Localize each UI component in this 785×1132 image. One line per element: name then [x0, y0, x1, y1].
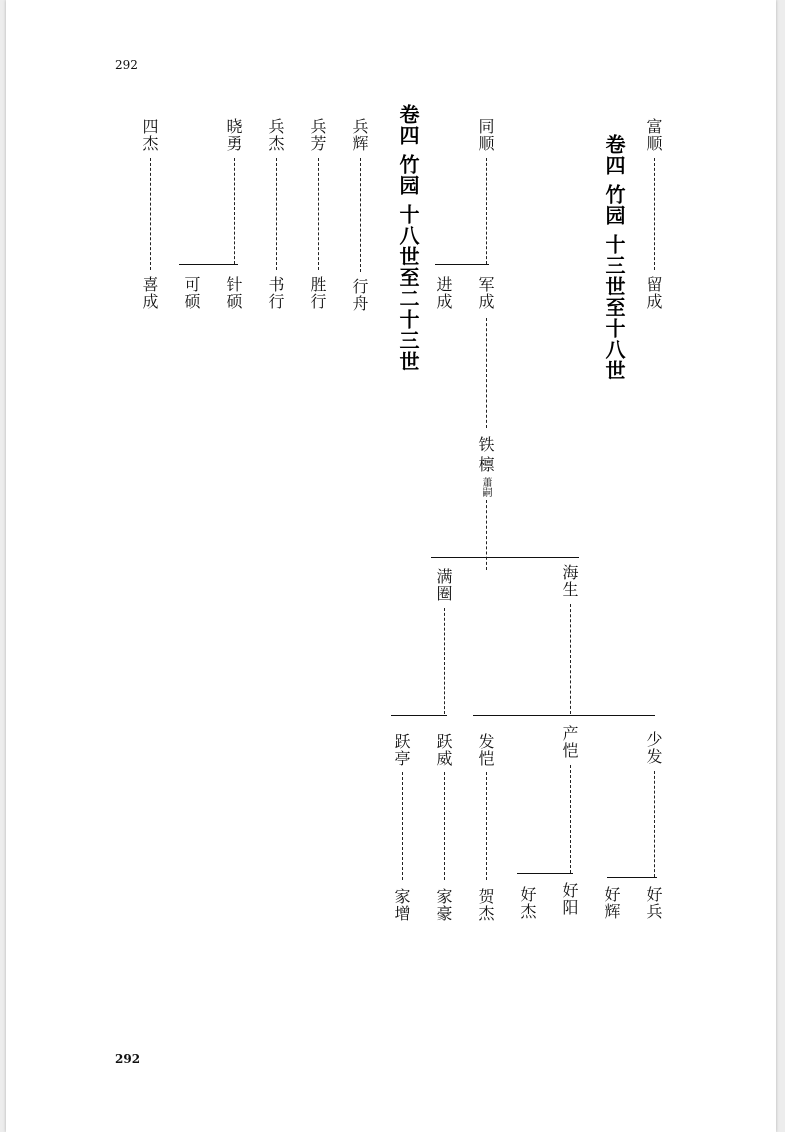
name-shaofa: 少发 [644, 731, 663, 765]
name-jiazeng: 家增 [392, 888, 411, 922]
lineage-dash [654, 771, 655, 877]
name-haobing: 好兵 [644, 886, 663, 920]
name-juncheng: 军成 [476, 276, 495, 310]
name-xicheng: 喜成 [140, 276, 159, 310]
sibling-bar [179, 264, 238, 265]
section-title-right: 卷四 竹园 十三世至十八世 [602, 134, 626, 381]
lineage-dash [444, 608, 445, 714]
name-zhenshuo: 针硕 [224, 276, 243, 310]
name-jincheng: 进成 [434, 276, 453, 310]
name-tiebiao-surname: 铁 [476, 436, 495, 453]
name-binghui: 兵辉 [350, 118, 369, 152]
name-manquan: 满圈 [434, 568, 453, 602]
name-shengxing: 胜行 [308, 276, 327, 310]
name-chankai: 产恺 [560, 725, 579, 759]
name-jiahao: 家豪 [434, 888, 453, 922]
name-bingjie: 兵杰 [266, 118, 285, 152]
lineage-dash [276, 158, 277, 270]
sibling-bar [391, 715, 447, 716]
name-haisheng: 海生 [560, 564, 579, 598]
sibling-bar [431, 557, 579, 558]
name-xingzhou: 行舟 [350, 278, 369, 312]
page-number-bottom: 292 [115, 1052, 141, 1066]
name-haojie: 好杰 [518, 886, 537, 920]
name-haoyang: 好阳 [560, 882, 579, 916]
name-yuewei: 跃威 [434, 733, 453, 767]
lineage-dash [570, 604, 571, 714]
lineage-dash [318, 158, 319, 270]
name-fushun: 富顺 [644, 118, 663, 152]
lineage-dash [444, 772, 445, 880]
name-tiebiao-given: 檩 [476, 456, 495, 473]
lineage-dash [360, 158, 361, 272]
lineage-dash [486, 158, 487, 264]
name-tongshun: 同顺 [476, 118, 495, 152]
lineage-dash [486, 318, 487, 428]
name-haohui: 好辉 [602, 886, 621, 920]
lineage-dash [486, 772, 487, 880]
name-keshuo: 可硕 [182, 276, 201, 310]
name-sijie: 四杰 [140, 118, 159, 152]
name-liucheng: 留成 [644, 276, 663, 310]
document-page [6, 0, 776, 1132]
name-xiaoyong: 晓勇 [224, 118, 243, 152]
lineage-dash [486, 500, 487, 570]
name-tiebiao-note: 蕭嗣 [480, 477, 491, 497]
page-number-top: 292 [115, 58, 138, 72]
name-yueting: 跃亭 [392, 733, 411, 767]
sibling-bar [517, 873, 573, 874]
name-shuxing: 书行 [266, 276, 285, 310]
name-fakai: 发恺 [476, 733, 495, 767]
lineage-dash [570, 765, 571, 873]
sibling-bar [435, 264, 489, 265]
sibling-bar [473, 715, 655, 716]
section-title-left: 卷四 竹园 十八世至二十三世 [396, 104, 420, 372]
lineage-dash [150, 158, 151, 270]
lineage-dash [654, 158, 655, 270]
name-bingfang: 兵芳 [308, 118, 327, 152]
name-hejie: 贺杰 [476, 888, 495, 922]
lineage-dash [402, 772, 403, 880]
sibling-bar [607, 877, 657, 878]
lineage-dash [234, 158, 235, 264]
